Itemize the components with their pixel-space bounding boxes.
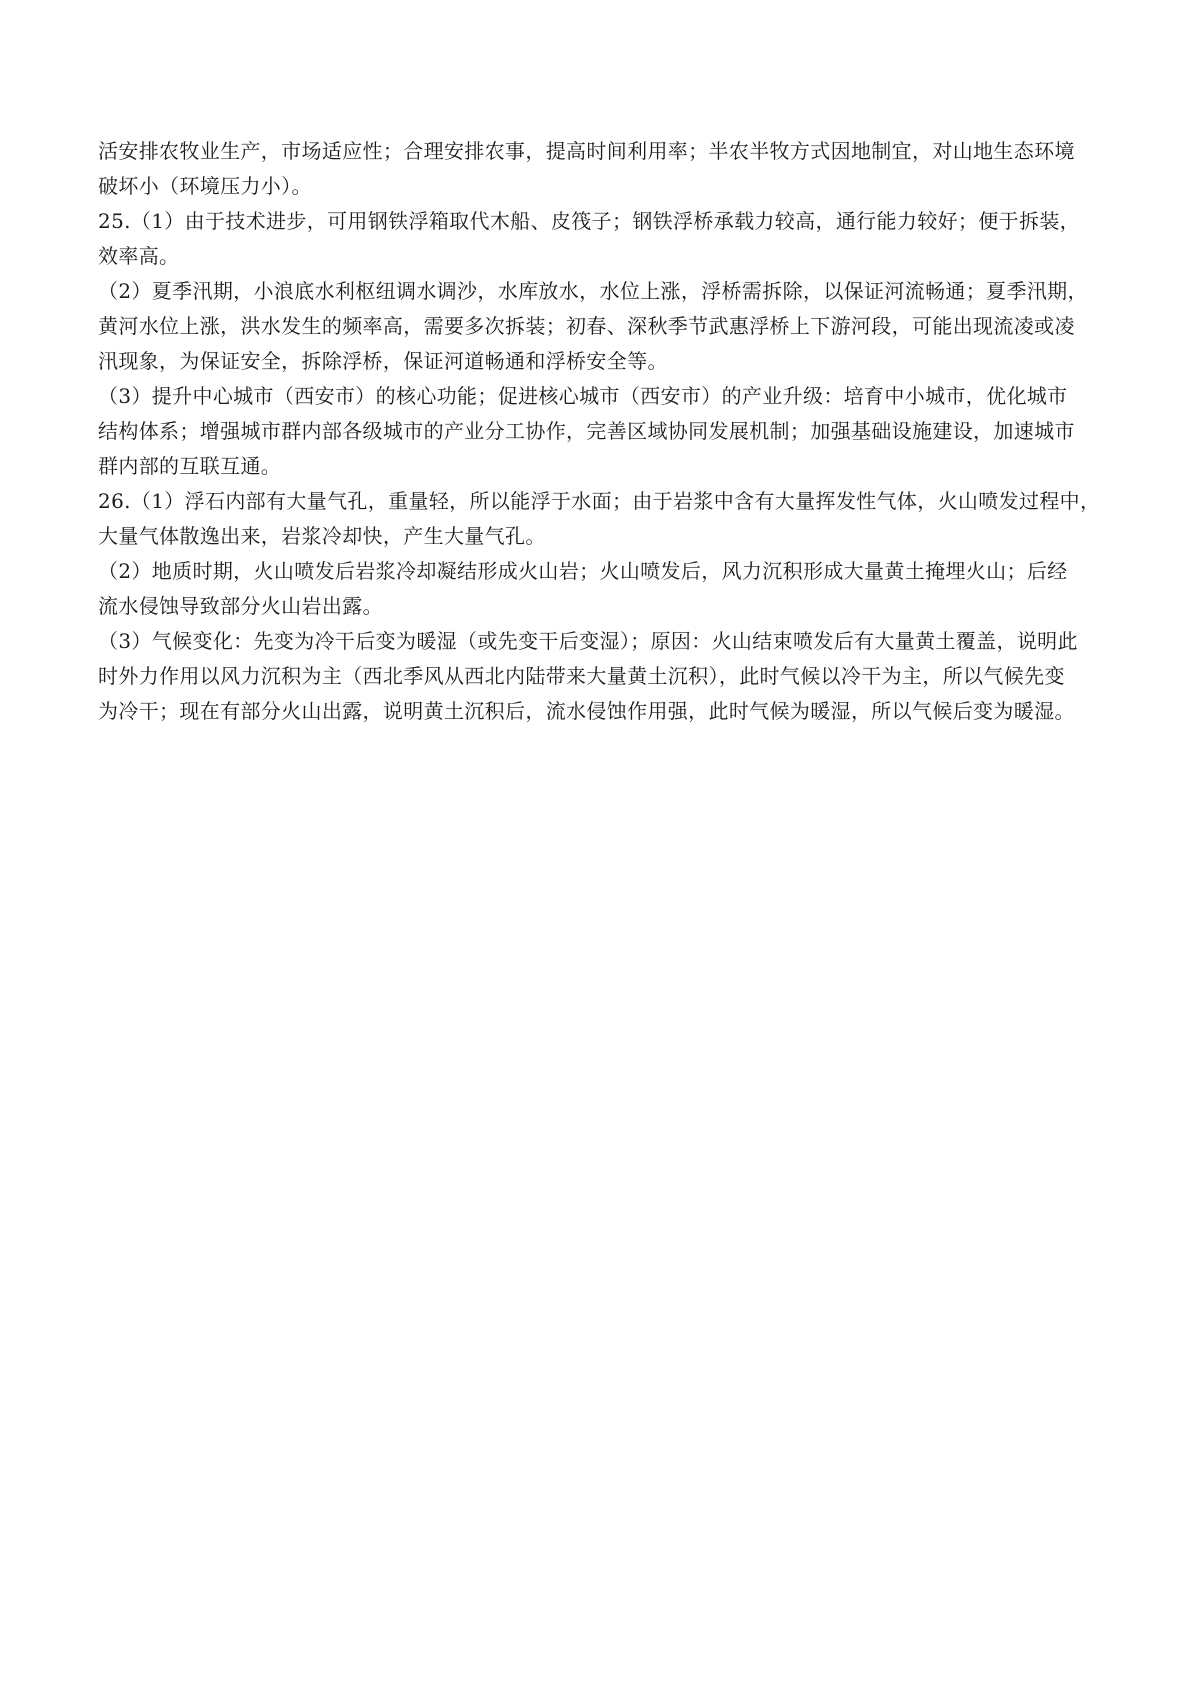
question-26-part-2: （2）地质时期，火山喷发后岩浆冷却凝结形成火山岩；火山喷发后，风力沉积形成大量黄土掩埋火山；后经 xyxy=(98,559,1068,583)
answer-text-block xyxy=(98,134,1108,729)
text-line: 活安排农牧业生产，市场适应性；合理安排农事，提高时间利用率；半农半牧方式因地制宜，对山地生态环境 xyxy=(98,139,1075,163)
text-line: 汛现象，为保证安全，拆除浮桥，保证河道畅通和浮桥安全等。 xyxy=(98,349,668,373)
text-line: 大量气体散逸出来，岩浆冷却快，产生大量气孔。 xyxy=(98,524,546,548)
question-26-part-1: 26.（1）浮石内部有大量气孔，重量轻，所以能浮于水面；由于岩浆中含有大量挥发性气体，火山喷发过程中， xyxy=(98,489,1101,513)
text-line: 时外力作用以风力沉积为主（西北季风从西北内陆带来大量黄土沉积），此时气候以冷干为主，所以气候先变 xyxy=(98,664,1065,688)
text-line: 结构体系；增强城市群内部各级城市的产业分工协作，完善区域协同发展机制；加强基础设施建设，加速城市 xyxy=(98,419,1075,443)
text-line: 流水侵蚀导致部分火山岩出露。 xyxy=(98,594,383,618)
text-line: 效率高。 xyxy=(98,244,180,268)
text-line: 为冷干；现在有部分火山出露，说明黄土沉积后，流水侵蚀作用强，此时气候为暖湿，所以气候后变为暖湿。 xyxy=(98,699,1075,723)
question-25-part-3: （3）提升中心城市（西安市）的核心功能；促进核心城市（西安市）的产业升级：培育中小城市，优化城市 xyxy=(98,384,1068,408)
text-line: 群内部的互联互通。 xyxy=(98,454,282,478)
question-26-part-3: （3）气候变化：先变为冷干后变为暖湿（或先变干后变湿）；原因：火山结束喷发后有大量黄土覆盖，说明此 xyxy=(98,629,1078,653)
text-line: 破坏小（环境压力小）。 xyxy=(98,174,312,198)
question-25-part-2: （2）夏季汛期，小浪底水利枢纽调水调沙，水库放水，水位上涨，浮桥需拆除，以保证河流畅通；夏季汛期， xyxy=(98,279,1088,303)
text-line: 黄河水位上涨，洪水发生的频率高，需要多次拆装；初春、深秋季节武惠浮桥上下游河段，可能出现流凌或凌 xyxy=(98,314,1075,338)
question-25-part-1: 25.（1）由于技术进步，可用钢铁浮箱取代木船、皮筏子；钢铁浮桥承载力较高，通行能力较好；便于拆装， xyxy=(98,209,1081,233)
